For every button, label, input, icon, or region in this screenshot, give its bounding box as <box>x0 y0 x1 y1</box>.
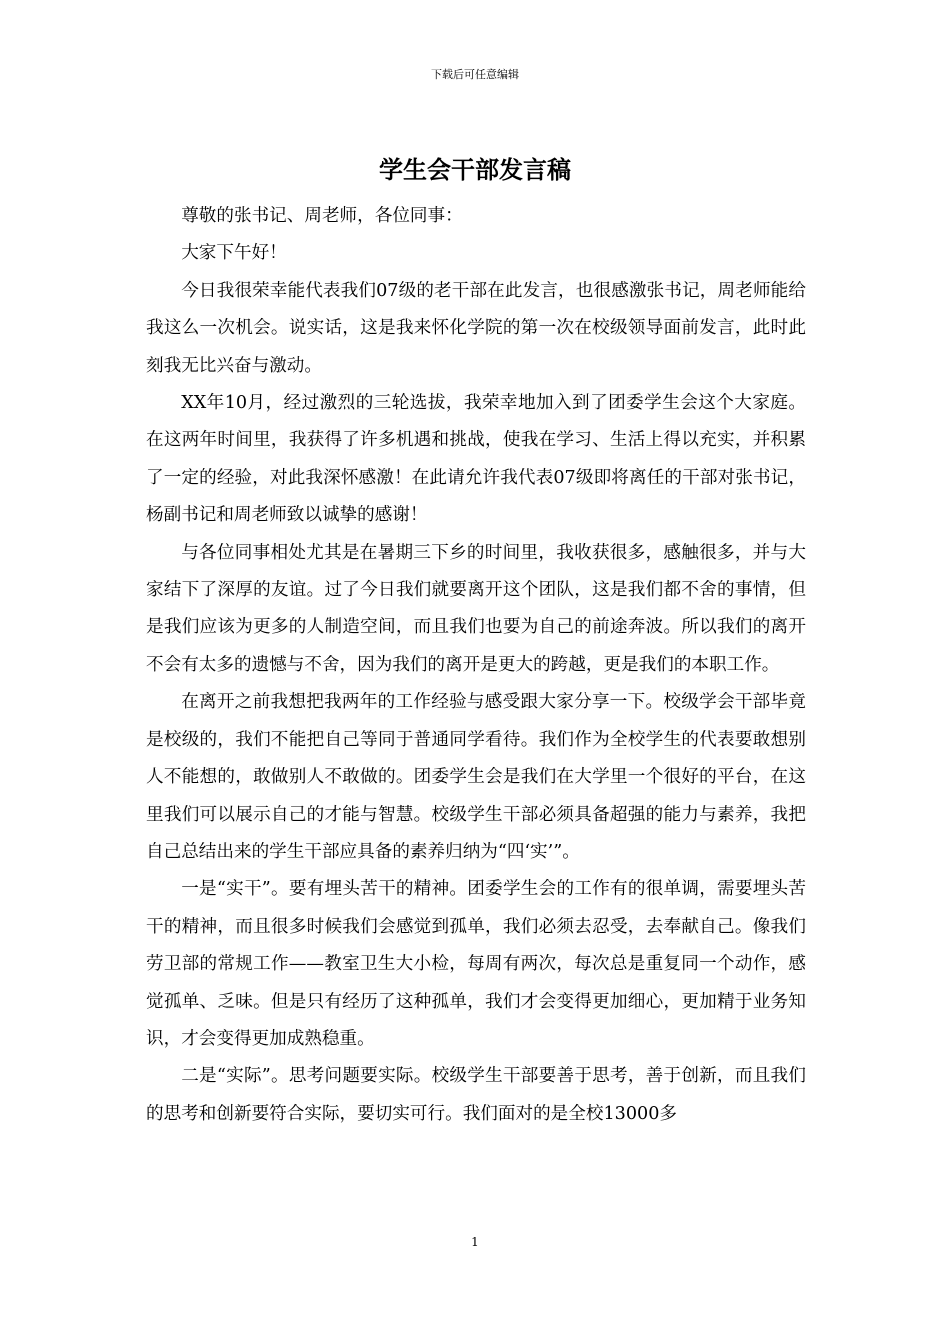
document-title: 学生会干部发言稿 <box>379 156 571 184</box>
paragraph: XX年10月，经过激烈的三轮选拔，我荣幸地加入到了团委学生会这个大家庭。在这两年时间里，我获得了许多机遇和挑战，使我在学习、生活上得以充实，并积累了一定的经验，对此我深怀感激！在此请允许我代表07级即将离任的干部对张书记，杨副书记和周老师致以诚挚的感谢！ <box>146 393 806 526</box>
document-body <box>146 198 806 1133</box>
page-number: 1 <box>471 1235 479 1249</box>
paragraph: 在离开之前我想把我两年的工作经验与感受跟大家分享一下。校级学会干部毕竟是校级的，我们不能把自己等同于普通同学看待。我们作为全校学生的代表要敢想别人不能想的，敢做别人不敢做的。团委学生会是我们在大学里一个很好的平台，在这里我们可以展示自己的才能与智慧。校级学生干部必须具备超强的能力与素养，我把自己总结出来的学生干部应具备的素养归纳为“四‘实’”。 <box>146 692 806 862</box>
page-header-note: 下载后可任意编辑 <box>431 68 519 81</box>
paragraph: 一是“实干”。要有埋头苦干的精神。团委学生会的工作有的很单调，需要埋头苦干的精神，而且很多时候我们会感觉到孤单，我们必须去忍受，去奉献自己。像我们劳卫部的常规工作——教室卫生大小检，每周有两次，每次总是重复同一个动作，感觉孤单、乏味。但是只有经历了这种孤单，我们才会变得更加细心，更加精于业务知识，才会变得更加成熟稳重。 <box>146 879 806 1049</box>
paragraph-greeting: 大家下午好！ <box>181 243 287 264</box>
paragraph-salutation: 尊敬的张书记、周老师，各位同事： <box>181 206 463 226</box>
paragraph: 今日我很荣幸能代表我们07级的老干部在此发言，也很感激张书记，周老师能给我这么一次机会。说实话，这是我来怀化学院的第一次在校级领导面前发言，此时此刻我无比兴奋与激动。 <box>146 280 806 376</box>
paragraph: 二是“实际”。思考问题要实际。校级学生干部要善于思考，善于创新，而且我们的思考和创新要符合实际，要切实可行。我们面对的是全校13000多 <box>146 1066 806 1124</box>
paragraph: 与各位同事相处尤其是在暑期三下乡的时间里，我收获很多，感触很多，并与大家结下了深厚的友谊。过了今日我们就要离开这个团队，这是我们都不舍的事情，但是我们应该为更多的人制造空间，而且我们也要为自己的前途奔波。所以我们的离开不会有太多的遗憾与不舍，因为我们的离开是更大的跨越，更是我们的本职工作。 <box>146 542 806 675</box>
